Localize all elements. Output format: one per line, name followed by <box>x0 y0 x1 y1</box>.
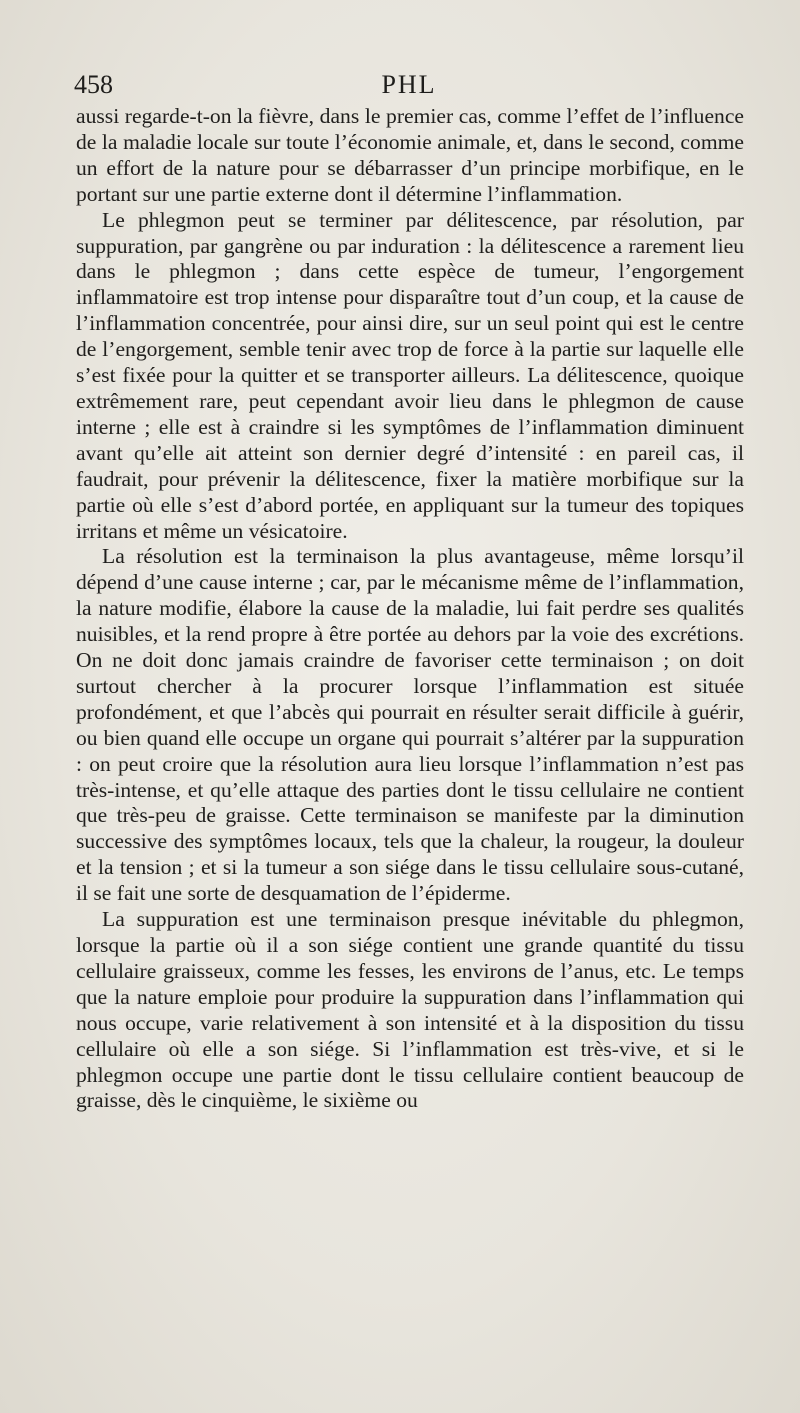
body-text <box>76 104 744 1114</box>
paragraph-suppuration: La suppuration est une terminaison presque inévitable du phlegmon, lorsque la partie où il a son siége contient une grande quantité du tissu cellulaire graisseux, comme les fesses, les environs de l’anus, etc. Le temps que la nature emploie pour produire la suppuration dans l’inflammation qui nous occupe, varie relativement à son intensité et à la disposition du tissu cellulaire où elle a son siége. Si l’inflammation est très-vive, et si le phlegmon occupe une partie dont le tissu cellulaire contient beaucoup de graisse, dès le cinquième, le sixième ou <box>76 907 744 1113</box>
running-head: PHL <box>381 70 437 99</box>
page-number: 458 <box>74 70 113 99</box>
page-header <box>74 70 744 106</box>
paragraph-terminations: Le phlegmon peut se terminer par délitescence, par résolution, par suppuration, par gangrène ou par induration : la délitescence a rarement lieu dans le phlegmon ; dans cette espèce de tumeur, l’engorgement inflammatoire est trop intense pour disparaître tout d’un coup, et la cause de l’inflammation concentrée, pour ainsi dire, sur un seul point qui est le centre de l’engorgement, semble tenir avec trop de force à la partie sur laquelle elle s’est fixée pour la quitter et se transporter ailleurs. La délitescence, quoique extrêmement rare, peut cependant avoir lieu dans le phlegmon de cause interne ; elle est à craindre si les symptômes de l’inflammation diminuent avant qu’elle ait atteint son dernier degré d’intensité : en pareil cas, il faudrait, pour prévenir la délitescence, fixer la matière morbifique sur la partie où elle s’est d’abord portée, en appliquant sur la tumeur des topiques irritans et même un vésicatoire. <box>76 207 744 543</box>
paragraph-continuation: aussi regarde-t-on la fièvre, dans le premier cas, comme l’effet de l’influence de la maladie locale sur toute l’économie animale, et, dans le second, comme un effort de la nature pour se débarrasser d’un principe morbifique, en le portant sur une partie externe dont il détermine l’inflammation. <box>76 104 744 206</box>
paragraph-resolution: La résolution est la terminaison la plus avantageuse, même lorsqu’il dépend d’une cause interne ; car, par le mécanisme même de l’inflammation, la nature modifie, élabore la cause de la maladie, lui fait perdre ses qualités nuisibles, et la rend propre à être portée au dehors par la voie des excrétions. On ne doit donc jamais craindre de favoriser cette terminaison ; on doit surtout chercher à la procurer lorsque l’inflammation est située profondément, et que l’abcès qui pourrait en résulter serait difficile à guérir, ou bien quand elle occupe un organe qui pourrait s’altérer par la suppuration : on peut croire que la résolution aura lieu lorsque l’inflammation n’est pas très-intense, et qu’elle attaque des parties dont le tissu cellulaire ne contient que très-peu de graisse. Cette terminaison se manifeste par la diminution successive des symptômes locaux, tels que la chaleur, la rougeur, la douleur et la tension ; et si la tumeur a son siége dans le tissu cellulaire sous-cutané, il se fait une sorte de desquamation de l’épiderme. <box>76 544 744 906</box>
